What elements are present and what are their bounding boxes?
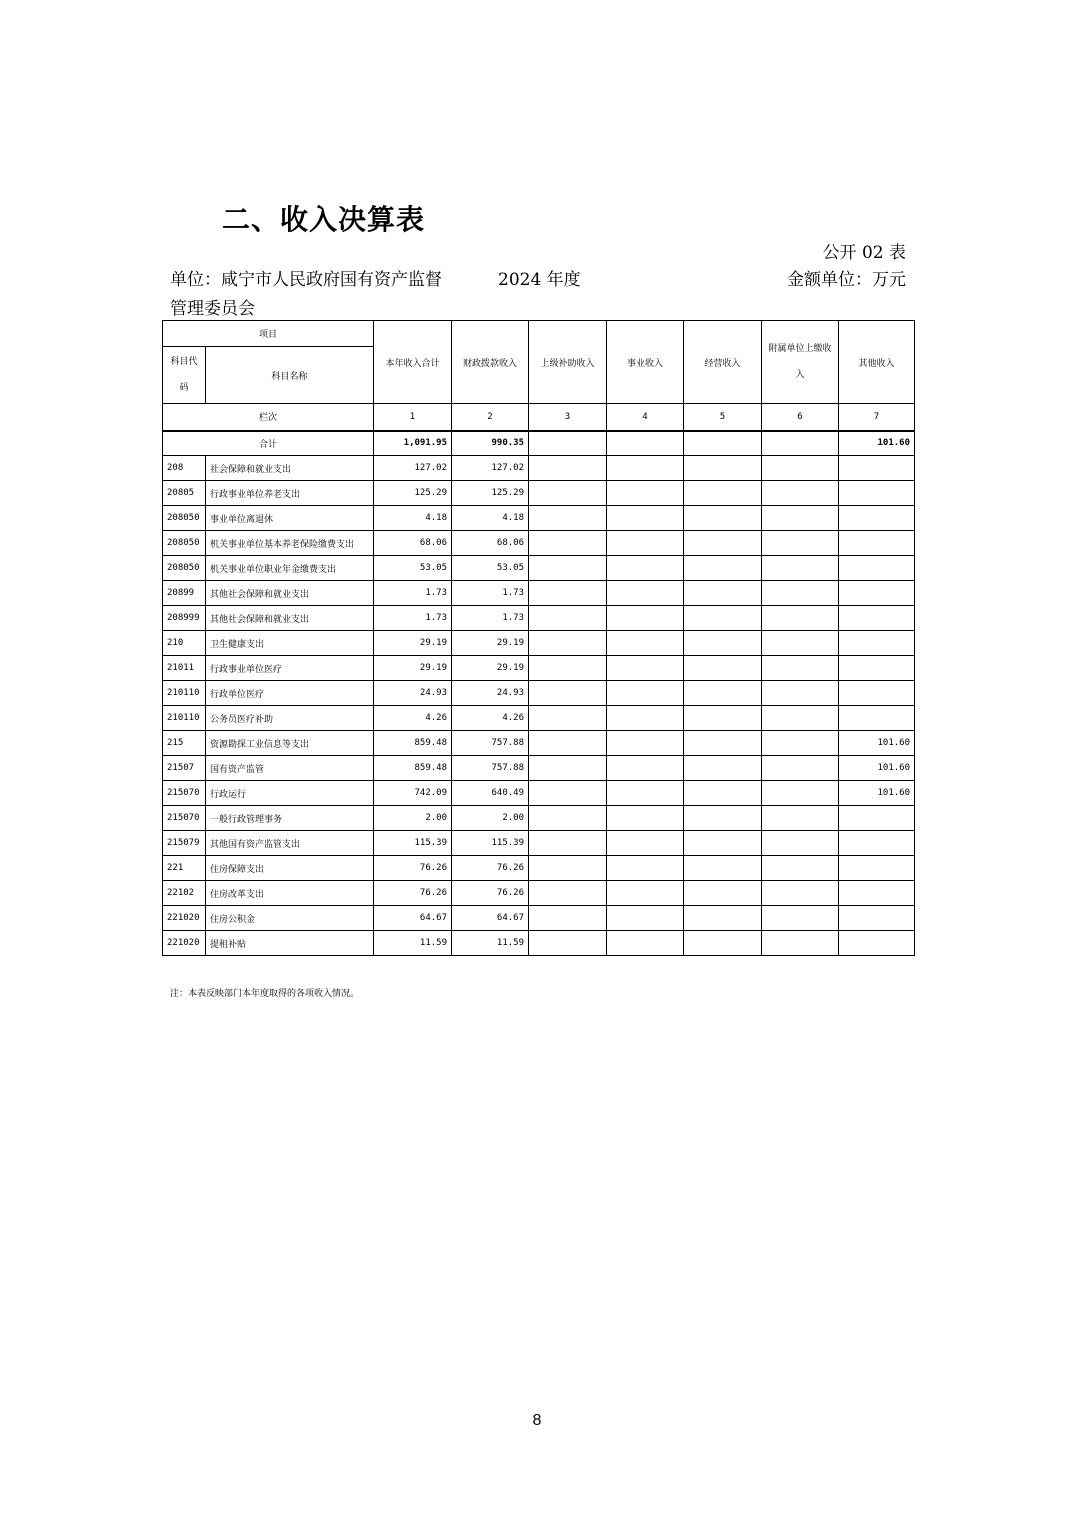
row-col5 (684, 556, 762, 581)
page-number: 8 (532, 1412, 542, 1429)
row-col7 (839, 856, 915, 881)
table-row (163, 456, 915, 481)
row-col1: 11.59 (374, 931, 452, 956)
table-row (163, 631, 915, 656)
row-name: 社会保障和就业支出 (206, 456, 374, 481)
row-name: 资源勘探工业信息等支出 (206, 731, 374, 756)
row-code: 210 (163, 631, 206, 656)
row-col1: 29.19 (374, 631, 452, 656)
row-name: 住房保障支出 (206, 856, 374, 881)
row-col6 (762, 731, 839, 756)
row-name: 住房改革支出 (206, 881, 374, 906)
row-col4 (607, 756, 684, 781)
header-col5: 经营收入 (684, 321, 762, 404)
row-col4 (607, 656, 684, 681)
row-col5 (684, 531, 762, 556)
total-col2: 990.35 (452, 431, 529, 456)
row-col4 (607, 631, 684, 656)
row-name: 机关事业单位职业年金缴费支出 (206, 556, 374, 581)
row-col1: 859.48 (374, 731, 452, 756)
row-col1: 24.93 (374, 681, 452, 706)
row-col3 (529, 531, 607, 556)
total-col7: 101.60 (839, 431, 915, 456)
row-col7 (839, 606, 915, 631)
row-name: 其他国有资产监管支出 (206, 831, 374, 856)
row-col3 (529, 606, 607, 631)
row-col3 (529, 681, 607, 706)
header-col2: 财政拨款收入 (452, 321, 529, 404)
total-col1: 1,091.95 (374, 431, 452, 456)
row-col2: 53.05 (452, 556, 529, 581)
form-number: 公开 02 表 (822, 243, 906, 263)
row-name: 一般行政管理事务 (206, 806, 374, 831)
row-code: 208050 (163, 531, 206, 556)
total-row (163, 431, 915, 456)
row-code: 221020 (163, 931, 206, 956)
row-col5 (684, 706, 762, 731)
table-row (163, 681, 915, 706)
table-row (163, 731, 915, 756)
table-row (163, 706, 915, 731)
row-col3 (529, 506, 607, 531)
total-col4 (607, 431, 684, 456)
header-col4: 事业收入 (607, 321, 684, 404)
column-number-label: 栏次 (163, 404, 374, 431)
row-col2: 115.39 (452, 831, 529, 856)
row-col4 (607, 481, 684, 506)
row-code: 20899 (163, 581, 206, 606)
row-col7 (839, 581, 915, 606)
row-name: 其他社会保障和就业支出 (206, 606, 374, 631)
row-col2: 640.49 (452, 781, 529, 806)
row-col7 (839, 906, 915, 931)
header-col7: 其他收入 (839, 321, 915, 404)
row-col4 (607, 531, 684, 556)
column-number-2: 2 (452, 404, 529, 431)
row-col5 (684, 631, 762, 656)
row-code: 221020 (163, 906, 206, 931)
row-col1: 4.26 (374, 706, 452, 731)
table-row (163, 656, 915, 681)
row-col5 (684, 931, 762, 956)
row-col6 (762, 631, 839, 656)
row-name: 事业单位离退休 (206, 506, 374, 531)
row-col6 (762, 756, 839, 781)
fiscal-year: 2024 年度 (498, 270, 581, 290)
row-name: 卫生健康支出 (206, 631, 374, 656)
table-note: 注：本表反映部门本年度取得的各项收入情况。 (170, 989, 360, 999)
row-col1: 68.06 (374, 531, 452, 556)
row-col2: 1.73 (452, 606, 529, 631)
table-row (163, 831, 915, 856)
row-col2: 757.88 (452, 756, 529, 781)
row-col5 (684, 481, 762, 506)
row-code: 21507 (163, 756, 206, 781)
unit-name: 单位：咸宁市人民政府国有资产监督管理委员会 (170, 270, 442, 319)
row-col6 (762, 531, 839, 556)
row-col3 (529, 756, 607, 781)
row-col5 (684, 906, 762, 931)
row-code: 208999 (163, 606, 206, 631)
row-col6 (762, 831, 839, 856)
row-col3 (529, 656, 607, 681)
row-col4 (607, 856, 684, 881)
header-code: 科目代码 (163, 347, 206, 404)
table-row (163, 531, 915, 556)
row-col6 (762, 906, 839, 931)
row-col2: 1.73 (452, 581, 529, 606)
row-col7 (839, 506, 915, 531)
row-code: 22102 (163, 881, 206, 906)
income-table (162, 320, 915, 956)
row-col3 (529, 556, 607, 581)
row-col3 (529, 456, 607, 481)
row-col6 (762, 606, 839, 631)
header-col6: 附属单位上缴收入 (762, 321, 839, 404)
row-col7 (839, 656, 915, 681)
row-col5 (684, 806, 762, 831)
row-col2: 127.02 (452, 456, 529, 481)
row-col2: 11.59 (452, 931, 529, 956)
row-col1: 53.05 (374, 556, 452, 581)
row-col2: 29.19 (452, 656, 529, 681)
row-col2: 76.26 (452, 881, 529, 906)
row-col7 (839, 806, 915, 831)
row-name: 行政事业单位养老支出 (206, 481, 374, 506)
row-col5 (684, 856, 762, 881)
header-col3: 上级补助收入 (529, 321, 607, 404)
row-col6 (762, 506, 839, 531)
row-col7 (839, 481, 915, 506)
total-col5 (684, 431, 762, 456)
row-col6 (762, 681, 839, 706)
column-number-6: 6 (762, 404, 839, 431)
row-name: 行政事业单位医疗 (206, 656, 374, 681)
row-col7 (839, 531, 915, 556)
row-name: 国有资产监管 (206, 756, 374, 781)
row-col5 (684, 756, 762, 781)
table-row (163, 906, 915, 931)
row-col7 (839, 681, 915, 706)
row-col5 (684, 681, 762, 706)
row-col2: 76.26 (452, 856, 529, 881)
row-col3 (529, 706, 607, 731)
table-row (163, 581, 915, 606)
row-col5 (684, 781, 762, 806)
row-col7: 101.60 (839, 781, 915, 806)
row-col4 (607, 581, 684, 606)
row-col4 (607, 781, 684, 806)
column-number-4: 4 (607, 404, 684, 431)
table-row (163, 781, 915, 806)
row-col3 (529, 731, 607, 756)
row-col7 (839, 831, 915, 856)
row-col7 (839, 931, 915, 956)
row-col4 (607, 906, 684, 931)
row-col4 (607, 806, 684, 831)
row-code: 20805 (163, 481, 206, 506)
row-col1: 115.39 (374, 831, 452, 856)
row-col3 (529, 831, 607, 856)
table-row (163, 931, 915, 956)
row-col4 (607, 731, 684, 756)
row-col1: 125.29 (374, 481, 452, 506)
row-col4 (607, 881, 684, 906)
row-col3 (529, 806, 607, 831)
row-col5 (684, 881, 762, 906)
row-col1: 29.19 (374, 656, 452, 681)
row-name: 行政单位医疗 (206, 681, 374, 706)
table-row (163, 756, 915, 781)
table-row (163, 806, 915, 831)
row-col7: 101.60 (839, 756, 915, 781)
row-col3 (529, 781, 607, 806)
row-col1: 1.73 (374, 581, 452, 606)
row-col7 (839, 631, 915, 656)
row-col1: 2.00 (374, 806, 452, 831)
header-col1: 本年收入合计 (374, 321, 452, 404)
total-col3 (529, 431, 607, 456)
row-col6 (762, 556, 839, 581)
row-col6 (762, 931, 839, 956)
row-col5 (684, 456, 762, 481)
row-col3 (529, 931, 607, 956)
row-col1: 742.09 (374, 781, 452, 806)
header-item: 项目 (163, 321, 374, 347)
row-code: 221 (163, 856, 206, 881)
row-col5 (684, 581, 762, 606)
row-col5 (684, 656, 762, 681)
table-row (163, 856, 915, 881)
row-col2: 24.93 (452, 681, 529, 706)
row-col6 (762, 656, 839, 681)
row-col6 (762, 781, 839, 806)
row-code: 215079 (163, 831, 206, 856)
row-col7: 101.60 (839, 731, 915, 756)
row-col2: 4.18 (452, 506, 529, 531)
row-name: 公务员医疗补助 (206, 706, 374, 731)
row-col4 (607, 606, 684, 631)
row-col6 (762, 881, 839, 906)
column-number-3: 3 (529, 404, 607, 431)
row-code: 208050 (163, 556, 206, 581)
table-row (163, 506, 915, 531)
row-col6 (762, 456, 839, 481)
row-code: 210110 (163, 681, 206, 706)
row-code: 215 (163, 731, 206, 756)
row-col1: 64.67 (374, 906, 452, 931)
row-col4 (607, 506, 684, 531)
row-col7 (839, 456, 915, 481)
row-col2: 64.67 (452, 906, 529, 931)
row-col3 (529, 881, 607, 906)
row-col6 (762, 856, 839, 881)
row-col4 (607, 456, 684, 481)
row-col3 (529, 856, 607, 881)
row-col6 (762, 706, 839, 731)
table-row (163, 481, 915, 506)
row-code: 210110 (163, 706, 206, 731)
header-row-1 (163, 321, 915, 347)
row-col5 (684, 506, 762, 531)
row-col5 (684, 731, 762, 756)
row-col3 (529, 906, 607, 931)
row-col3 (529, 581, 607, 606)
row-col2: 125.29 (452, 481, 529, 506)
row-col2: 68.06 (452, 531, 529, 556)
table-row (163, 606, 915, 631)
row-col7 (839, 706, 915, 731)
page-title: 二、收入决算表 (222, 203, 426, 236)
row-col2: 2.00 (452, 806, 529, 831)
row-name: 住房公积金 (206, 906, 374, 931)
total-col6 (762, 431, 839, 456)
row-col5 (684, 606, 762, 631)
row-col6 (762, 806, 839, 831)
row-name: 其他社会保障和就业支出 (206, 581, 374, 606)
row-col4 (607, 556, 684, 581)
row-col1: 4.18 (374, 506, 452, 531)
row-code: 208 (163, 456, 206, 481)
row-name: 行政运行 (206, 781, 374, 806)
column-number-1: 1 (374, 404, 452, 431)
row-col1: 76.26 (374, 856, 452, 881)
column-number-7: 7 (839, 404, 915, 431)
row-col3 (529, 631, 607, 656)
total-label: 合计 (163, 431, 374, 456)
row-col1: 859.48 (374, 756, 452, 781)
row-col4 (607, 706, 684, 731)
row-col4 (607, 931, 684, 956)
row-name: 机关事业单位基本养老保险缴费支出 (206, 531, 374, 556)
row-col2: 757.88 (452, 731, 529, 756)
row-col2: 29.19 (452, 631, 529, 656)
table-row (163, 881, 915, 906)
row-code: 21011 (163, 656, 206, 681)
row-col1: 76.26 (374, 881, 452, 906)
row-code: 215070 (163, 781, 206, 806)
amount-unit: 金额单位：万元 (787, 270, 906, 290)
row-col1: 1.73 (374, 606, 452, 631)
row-col6 (762, 581, 839, 606)
row-code: 215070 (163, 806, 206, 831)
row-col4 (607, 681, 684, 706)
row-col7 (839, 556, 915, 581)
row-col5 (684, 831, 762, 856)
row-name: 提租补贴 (206, 931, 374, 956)
row-col6 (762, 481, 839, 506)
row-col4 (607, 831, 684, 856)
column-number-5: 5 (684, 404, 762, 431)
table-row (163, 556, 915, 581)
header-name: 科目名称 (206, 347, 374, 404)
row-col1: 127.02 (374, 456, 452, 481)
row-code: 208050 (163, 506, 206, 531)
row-col7 (839, 881, 915, 906)
row-col3 (529, 481, 607, 506)
column-number-row (163, 404, 915, 431)
row-col2: 4.26 (452, 706, 529, 731)
